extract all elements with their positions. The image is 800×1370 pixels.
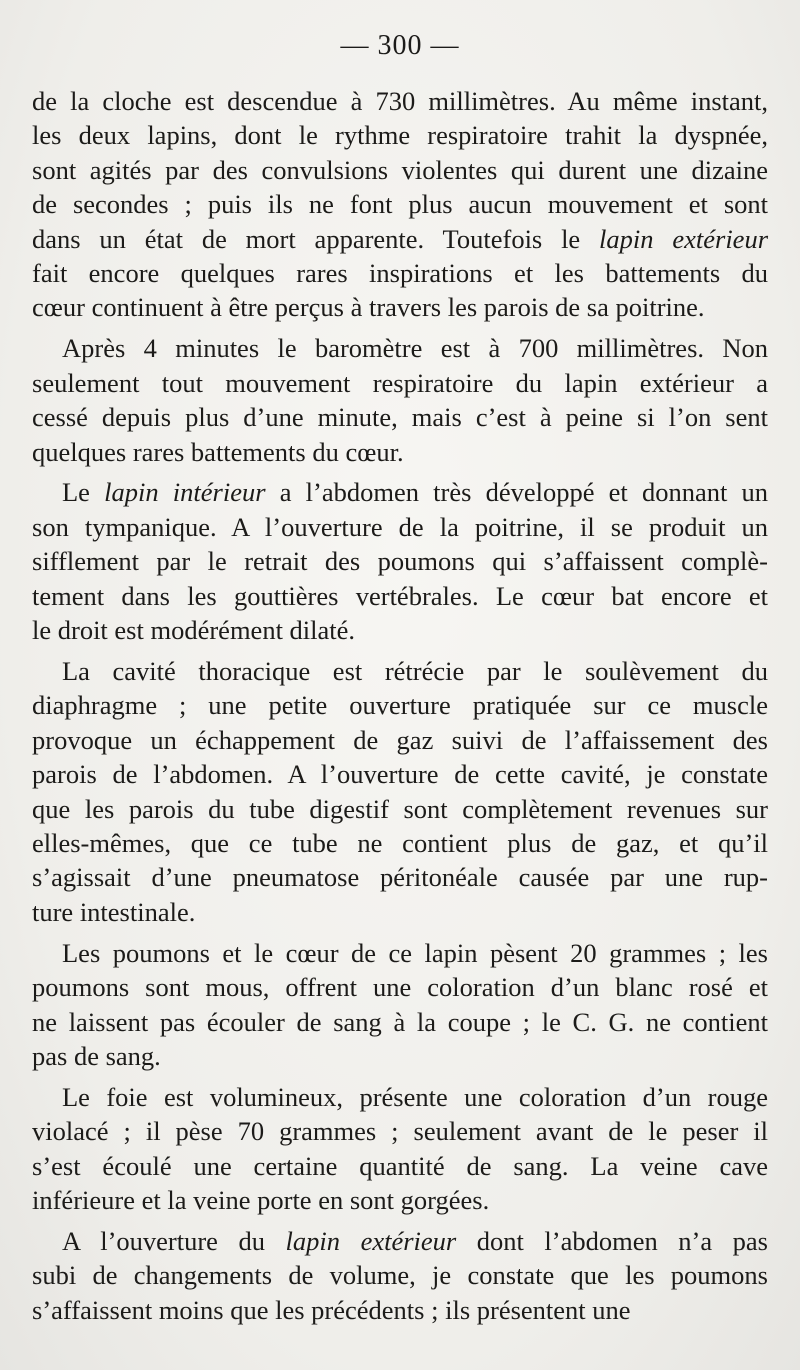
- text-line: son tympanique. A l’ouverture de la poitrine, il se produit un: [32, 511, 768, 542]
- text-line: provoque un échappement de gaz suivi de l’affaissement des: [32, 724, 768, 755]
- text-line: poumons sont mous, offrent une coloration d’un blanc rosé et: [32, 972, 768, 1003]
- italic-term: lapin intérieur: [104, 477, 266, 508]
- page-number: — 300 —: [340, 30, 460, 61]
- paragraph: [32, 475, 768, 647]
- text-line: quelques rares battements du cœur.: [32, 436, 404, 467]
- text-line: que les parois du tube digestif sont complètement revenues sur: [32, 793, 768, 824]
- text-line: Le foie est volumineux, présente une coloration d’un rouge: [62, 1081, 768, 1112]
- paragraph: [32, 936, 768, 1074]
- paragraph: [32, 331, 768, 469]
- italic-term: lapin extérieur: [599, 223, 769, 254]
- text-line: s’est écoulé une certaine quantité de sang. La veine cave: [32, 1150, 768, 1181]
- text-line: fait encore quelques rares inspirations et les battements du: [32, 258, 768, 289]
- body-text: [32, 84, 768, 1334]
- text-line: La cavité thoracique est rétrécie par le soulèvement du: [62, 656, 768, 686]
- paragraph: [32, 654, 768, 929]
- text-line: Après 4 minutes le baromètre est à 700 millimètres. Non: [62, 333, 768, 364]
- text-line: les deux lapins, dont le rythme respiratoire trahit la dyspnée,: [32, 120, 768, 151]
- text-line: ne laissent pas écouler de sang à la coupe ; le C. G. ne contient: [32, 1006, 768, 1037]
- text-line: sifflement par le retrait des poumons qui s’affaissent complè-: [32, 546, 768, 577]
- text-line: A l’ouverture du lapin extérieur dont l’abdomen n’a pas: [62, 1226, 768, 1256]
- text-line: le droit est modérément dilaté.: [32, 615, 356, 646]
- text-line: s’agissait d’une pneumatose péritonéale causée par une rup-: [32, 862, 768, 893]
- text-line: tement dans les gouttières vertébrales. Le cœur bat encore et: [32, 580, 768, 611]
- text-line: de la cloche est descendue à 730 millimètres. Au même instant,: [32, 86, 768, 116]
- text-line: diaphragme ; une petite ouverture pratiquée sur ce muscle: [32, 690, 768, 721]
- text-line: Le lapin intérieur a l’abdomen très développé et donnant un: [62, 477, 768, 508]
- text-line: parois de l’abdomen. A l’ouverture de cette cavité, je constate: [32, 759, 768, 790]
- text-line: cessé depuis plus d’une minute, mais c’est à peine si l’on sent: [32, 402, 768, 433]
- text-line: pas de sang.: [32, 1040, 161, 1071]
- text-line: cœur continuent à être perçus à travers les parois de sa poitrine.: [32, 292, 705, 323]
- text-line: subi de changements de volume, je constate que les poumons: [32, 1260, 768, 1291]
- text-line: s’affaissent moins que les précédents ; ils présentent une: [32, 1294, 631, 1325]
- paragraph: [32, 1080, 768, 1218]
- text-line: ture intestinale.: [32, 896, 196, 927]
- text-line: dans un état de mort apparente. Toutefois le lapin extérieur: [32, 223, 769, 254]
- paragraph: [32, 84, 768, 325]
- text-line: inférieure et la veine porte en sont gorgées.: [32, 1185, 490, 1216]
- text-line: violacé ; il pèse 70 grammes ; seulement avant de le peser il: [32, 1116, 768, 1147]
- text-line: de secondes ; puis ils ne font plus aucun mouvement et sont: [32, 189, 768, 220]
- text-line: sont agités par des convulsions violentes qui durent une dizaine: [32, 154, 768, 185]
- text-line: seulement tout mouvement respiratoire du lapin extérieur a: [32, 367, 768, 398]
- text-line: elles-mêmes, que ce tube ne contient plus de gaz, et qu’il: [32, 828, 768, 859]
- paragraph: [32, 1224, 768, 1327]
- italic-term: lapin extérieur: [285, 1226, 457, 1256]
- text-line: Les poumons et le cœur de ce lapin pèsent 20 grammes ; les: [62, 937, 768, 968]
